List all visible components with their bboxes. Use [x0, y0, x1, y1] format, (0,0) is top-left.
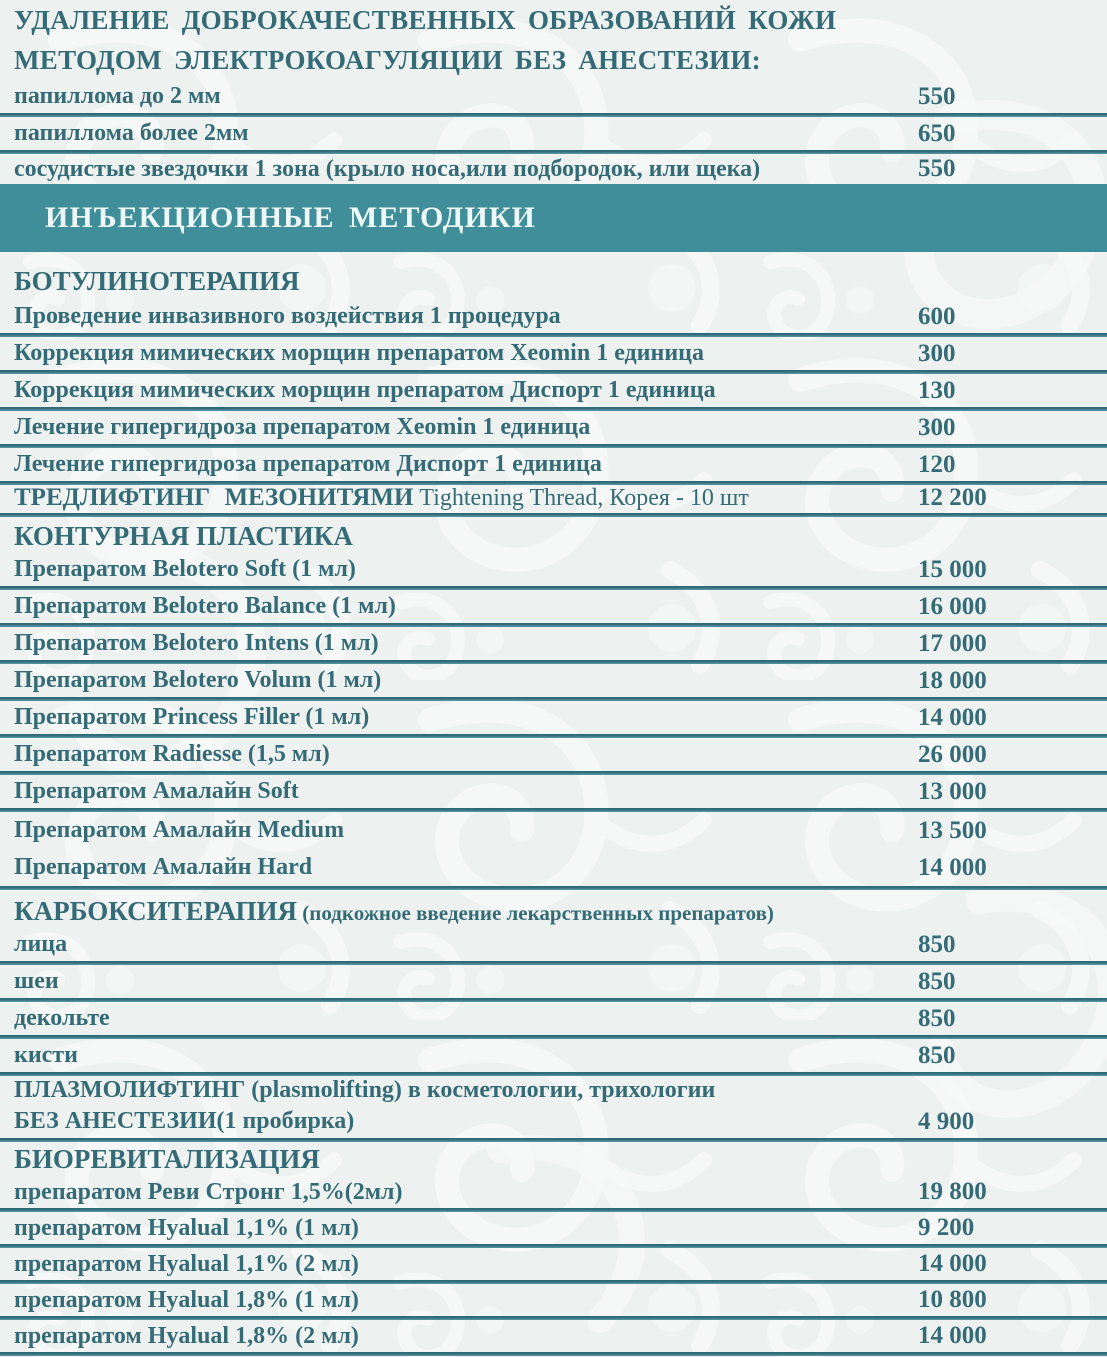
service-name: Проведение инвазивного воздействия 1 процедура [14, 303, 561, 329]
price-row [14, 590, 1107, 623]
service-price: 26 000 [918, 741, 987, 768]
service-price: 18 000 [918, 667, 987, 694]
service-price: 12 200 [918, 484, 987, 511]
price-row [14, 1002, 1107, 1035]
service-name: Коррекция мимических морщин препаратом Xeomin 1 единица [14, 340, 704, 366]
price-row [14, 1284, 1107, 1316]
banner-label: ИНЪЕКЦИОННЫЕ МЕТОДИКИ [45, 201, 536, 234]
service-name: Препаратом Амалайн Hard [14, 854, 313, 880]
service-name: препаратом Hyalual 1,8% (2 мл) [14, 1323, 359, 1349]
service-name: лица [14, 931, 68, 957]
price-row [14, 1039, 1107, 1072]
service-price: 14 000 [918, 1250, 987, 1277]
price-row-threadlifting [14, 485, 1107, 513]
price-row [14, 300, 1107, 333]
service-name: Препаратом Belotero Volum (1 мл) [14, 667, 382, 693]
price-row [14, 80, 1107, 113]
service-name: кисти [14, 1042, 78, 1068]
service-name: папиллома более 2мм [14, 120, 249, 146]
service-name: Препаратом Belotero Intens (1 мл) [14, 630, 379, 656]
service-price: 9 200 [918, 1214, 975, 1241]
service-price: 600 [918, 303, 956, 330]
service-name: Препаратом Belotero Balance (1 мл) [14, 593, 396, 619]
price-row [14, 1320, 1107, 1352]
price-row [14, 374, 1107, 407]
service-price: 300 [918, 414, 956, 441]
section-header-contour-plastic: КОНТУРНАЯ ПЛАСТИКА [14, 521, 353, 551]
price-row [14, 627, 1107, 660]
service-name: Препаратом Radiesse (1,5 мл) [14, 741, 330, 767]
price-row [14, 812, 1107, 849]
service-name: препаратом Реви Стронг 1,5%(2мл) [14, 1179, 403, 1205]
service-name: Коррекция мимических морщин препаратом Диспорт 1 единица [14, 377, 716, 403]
section-header-biorevitalization: БИОРЕВИТАЛИЗАЦИЯ [14, 1144, 320, 1174]
price-row [14, 701, 1107, 734]
service-name: папиллома до 2 мм [14, 83, 221, 109]
service-name: Препаратом Амалайн Soft [14, 778, 299, 804]
service-price: 14 000 [918, 1322, 987, 1349]
service-price: 850 [918, 1042, 956, 1069]
price-row [14, 1176, 1107, 1208]
service-price: 300 [918, 340, 956, 367]
service-price: 850 [918, 968, 956, 995]
service-name: шеи [14, 968, 59, 994]
price-row-plasmolifting [14, 1105, 1107, 1138]
section-header-botulinotherapy: БОТУЛИНОТЕРАПИЯ [14, 266, 300, 296]
service-price: 850 [918, 931, 956, 958]
service-price: 17 000 [918, 630, 987, 657]
service-price: 550 [918, 83, 956, 110]
section-header-note: (подкожное введение лекарственных препаратов) [297, 901, 774, 925]
service-name: БЕЗ АНЕСТЕЗИИ(1 пробирка) [14, 1108, 355, 1134]
service-name: Препаратом Princess Filler (1 мл) [14, 704, 370, 730]
service-price: 130 [918, 377, 956, 404]
service-price: 14 000 [918, 854, 987, 881]
service-name: Препаратом Belotero Soft (1 мл) [14, 556, 356, 582]
service-name: препаратом Hyalual 1,8% (1 мл) [14, 1287, 359, 1313]
section-header-label: КАРБОКСИТЕРАПИЯ [14, 896, 298, 926]
price-row [14, 738, 1107, 771]
plasmolifting-title-line: ПЛАЗМОЛИФТИНГ (plasmolifting) в косметологии, трихологии [14, 1077, 716, 1103]
service-name: препаратом Hyalual 1,1% (1 мл) [14, 1215, 359, 1241]
service-price: 850 [918, 1005, 956, 1032]
service-name: сосудистые звездочки 1 зона (крыло носа,или подбородок, или щека) [14, 156, 761, 182]
service-price: 16 000 [918, 593, 987, 620]
price-row [14, 117, 1107, 150]
price-row [14, 1248, 1107, 1280]
document-title-line2: МЕТОДОМ ЭЛЕКТРОКОАГУЛЯЦИИ БЕЗ АНЕСТЕЗИИ: [14, 45, 761, 75]
service-price: 120 [918, 451, 956, 478]
price-row [14, 849, 1107, 886]
service-price: 4 900 [918, 1108, 975, 1135]
service-name: Препаратом Амалайн Medium [14, 817, 345, 843]
price-row [14, 411, 1107, 444]
price-row [14, 928, 1107, 961]
service-name: Лечение гипергидроза препаратом Xeomin 1 единица [14, 414, 591, 440]
service-price: 14 000 [918, 704, 987, 731]
section-header-carboxytherapy [14, 890, 1107, 928]
service-price: 13 000 [918, 778, 987, 805]
service-name: декольте [14, 1005, 110, 1031]
price-row [14, 448, 1107, 481]
service-price: 10 800 [918, 1286, 987, 1313]
service-name: Лечение гипергидроза препаратом Диспорт 1 единица [14, 451, 602, 477]
service-price: 15 000 [918, 556, 987, 583]
price-row [14, 154, 1107, 184]
document-title-line1: УДАЛЕНИЕ ДОБРОКАЧЕСТВЕННЫХ ОБРАЗОВАНИЙ КОЖИ [14, 5, 837, 35]
price-row [14, 337, 1107, 370]
row-divider [0, 1352, 1107, 1356]
price-row [14, 775, 1107, 808]
price-row [14, 664, 1107, 697]
price-row [14, 553, 1107, 586]
service-price: 19 800 [918, 1178, 987, 1205]
service-price: 13 500 [918, 817, 987, 844]
price-row [14, 965, 1107, 998]
price-row [14, 1212, 1107, 1244]
service-name-strong: ТРЕДЛИФТИНГ МЕЗОНИТЯМИ [14, 484, 414, 511]
service-name-rest: Tightening Thread, Корея - 10 шт [413, 485, 749, 511]
service-price: 550 [918, 155, 956, 182]
service-price: 650 [918, 120, 956, 147]
service-name: препаратом Hyalual 1,1% (2 мл) [14, 1251, 359, 1277]
injection-methods-banner [0, 184, 1107, 252]
